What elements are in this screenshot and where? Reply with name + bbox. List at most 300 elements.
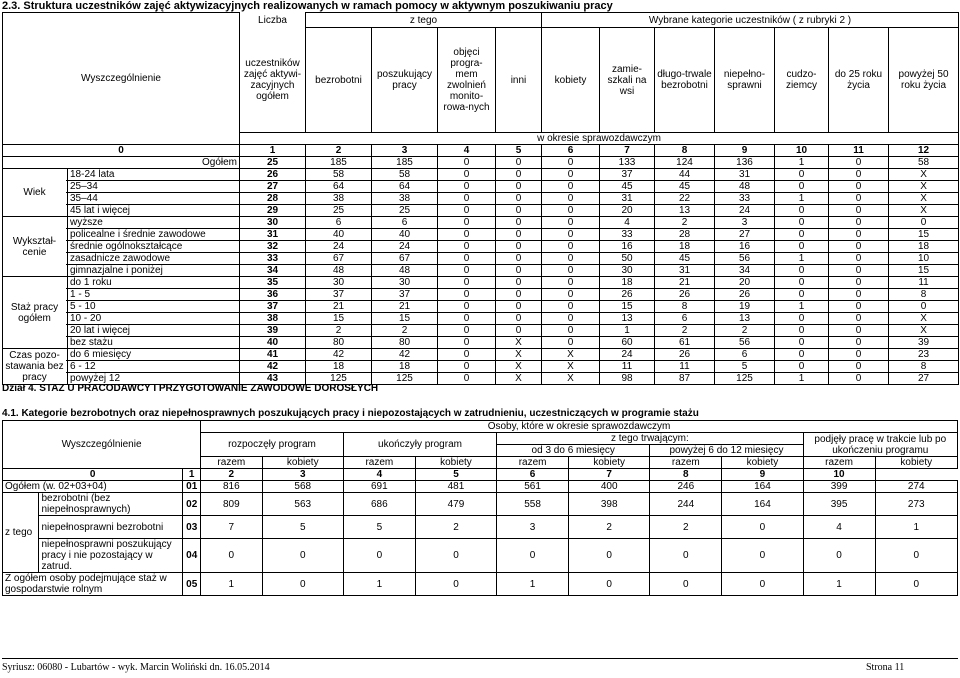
value-cell: 6 — [715, 349, 775, 361]
value-cell: 136 — [715, 157, 775, 169]
value-cell: 34 — [715, 265, 775, 277]
value-cell: 0 — [438, 157, 496, 169]
table-row — [3, 217, 959, 229]
t2-value-cell: 809 — [201, 493, 263, 516]
value-cell: 0 — [438, 277, 496, 289]
value-cell: 22 — [655, 193, 715, 205]
row-label: gimnazjalne i poniżej — [70, 265, 163, 276]
t2-row-label: bezrobotni (bez niepełnosprawnych) — [39, 493, 183, 516]
value-cell: 37 — [372, 289, 438, 301]
t2-value-cell: 0 — [201, 539, 263, 573]
value-cell: 19 — [715, 301, 775, 313]
row-number: 33 — [240, 253, 306, 265]
value-cell: 58 — [889, 157, 959, 169]
t2-header-kobiety: kobiety — [569, 457, 650, 469]
t2-value-cell: 0 — [722, 539, 803, 573]
t2-value-cell: 0 — [415, 573, 496, 596]
value-cell: 3 — [715, 217, 775, 229]
t2-value-cell: 0 — [722, 516, 803, 539]
value-cell: X — [889, 193, 959, 205]
value-cell: 0 — [775, 325, 829, 337]
value-cell: 0 — [496, 265, 542, 277]
colnum-cell: 9 — [715, 145, 775, 157]
value-cell: 1 — [600, 325, 655, 337]
value-cell: 0 — [889, 301, 959, 313]
value-cell: 0 — [829, 373, 889, 385]
t2-value-cell: 164 — [722, 481, 803, 493]
value-cell: 0 — [438, 337, 496, 349]
row-number: 25 — [240, 157, 306, 169]
value-cell: 80 — [306, 337, 372, 349]
t2-value-cell: 246 — [650, 481, 722, 493]
value-cell: 58 — [372, 169, 438, 181]
t2-value-cell: 1 — [201, 573, 263, 596]
group-label-czas: Czas pozo-stawania bez pracy — [3, 350, 66, 384]
t2-value-cell: 0 — [803, 539, 875, 573]
value-cell: 27 — [889, 373, 959, 385]
value-cell: 26 — [655, 349, 715, 361]
value-cell: 64 — [372, 181, 438, 193]
value-cell: 0 — [438, 169, 496, 181]
t2-colnum-cell: 10 — [803, 469, 875, 481]
colnum-cell: 8 — [655, 145, 715, 157]
t2-header-podjely: podjęły pracę w trakcie lub po ukończeniu programu — [803, 433, 957, 457]
value-cell: X — [889, 205, 959, 217]
value-cell: 0 — [775, 313, 829, 325]
value-cell: 30 — [600, 265, 655, 277]
value-cell: 6 — [655, 313, 715, 325]
colnum-cell: 12 — [889, 145, 959, 157]
row-label: do 1 roku — [70, 277, 112, 288]
value-cell: 18 — [889, 241, 959, 253]
value-cell: 0 — [438, 313, 496, 325]
t2-value-cell: 3 — [497, 516, 569, 539]
t2-value-cell: 2 — [415, 516, 496, 539]
value-cell: 1 — [775, 301, 829, 313]
value-cell: 0 — [438, 217, 496, 229]
value-cell: 0 — [542, 241, 600, 253]
value-cell: 15 — [889, 265, 959, 277]
t2-row-number: 05 — [183, 573, 201, 596]
value-cell: 0 — [438, 241, 496, 253]
footer-left: Syriusz: 06080 - Lubartów - wyk. Marcin Woliński dn. 16.05.2014 — [2, 662, 270, 673]
colnum-cell: 7 — [600, 145, 655, 157]
value-cell: 0 — [496, 241, 542, 253]
colnum-cell: 4 — [438, 145, 496, 157]
value-cell: 125 — [715, 373, 775, 385]
value-cell: 0 — [829, 301, 889, 313]
t2-colnum-cell: 3 — [262, 469, 343, 481]
value-cell: 33 — [715, 193, 775, 205]
value-cell: 0 — [829, 205, 889, 217]
value-cell: 0 — [775, 229, 829, 241]
value-cell: 0 — [829, 193, 889, 205]
value-cell: 0 — [542, 205, 600, 217]
value-cell: 0 — [829, 265, 889, 277]
table-row — [3, 301, 959, 313]
value-cell: 0 — [775, 337, 829, 349]
value-cell: 87 — [655, 373, 715, 385]
value-cell: 24 — [715, 205, 775, 217]
t2-header-rozpoczely: rozpoczęły program — [201, 433, 344, 457]
value-cell: 0 — [829, 289, 889, 301]
value-cell: 0 — [542, 229, 600, 241]
colnum-cell: 2 — [306, 145, 372, 157]
row-label: 25–34 — [70, 181, 98, 192]
t2-value-cell: 274 — [875, 481, 957, 493]
row-number: 40 — [240, 337, 306, 349]
value-cell: 48 — [715, 181, 775, 193]
t2-table-row — [3, 493, 958, 516]
t2-value-cell: 816 — [201, 481, 263, 493]
value-cell: 0 — [542, 301, 600, 313]
value-cell: 21 — [306, 301, 372, 313]
t2-header-osoby: Osoby, które w okresie sprawozdawczym — [201, 421, 958, 433]
row-number: 31 — [240, 229, 306, 241]
value-cell: 48 — [372, 265, 438, 277]
header-cudzoziemcy: cudzo-ziemcy — [775, 28, 829, 133]
value-cell: 0 — [496, 277, 542, 289]
value-cell: 0 — [438, 265, 496, 277]
value-cell: 37 — [306, 289, 372, 301]
t2-value-cell: 558 — [497, 493, 569, 516]
header-poszukujacy: poszukujący pracy — [372, 28, 438, 133]
t2-colnum-cell: 0 — [3, 469, 183, 481]
header-z-tego: z tego — [306, 13, 542, 28]
colnum-cell: 6 — [542, 145, 600, 157]
value-cell: 0 — [438, 229, 496, 241]
row-number: 29 — [240, 205, 306, 217]
value-cell: 0 — [829, 229, 889, 241]
t2-group-z-tego: z tego — [3, 493, 39, 573]
row-label: policealne i średnie zawodowe — [70, 229, 206, 240]
value-cell: 0 — [542, 181, 600, 193]
value-cell: 1 — [775, 373, 829, 385]
value-cell: 0 — [829, 337, 889, 349]
value-cell: 2 — [655, 217, 715, 229]
value-cell: 0 — [542, 253, 600, 265]
t2-table-row — [3, 573, 958, 596]
t2-colnum-cell: 7 — [569, 469, 650, 481]
t2-value-cell: 0 — [497, 539, 569, 573]
t2-header-ukonczyly: ukończyły program — [343, 433, 496, 457]
value-cell: 24 — [600, 349, 655, 361]
value-cell: 0 — [542, 289, 600, 301]
table-row — [3, 325, 959, 337]
colnum-cell: 1 — [240, 145, 306, 157]
t2-value-cell: 1 — [803, 573, 875, 596]
value-cell: 10 — [889, 253, 959, 265]
t2-colnum-cell: 1 — [183, 469, 201, 481]
t2-row-number: 03 — [183, 516, 201, 539]
t2-header-pow6: powyżej 6 do 12 miesięcy — [669, 445, 784, 456]
value-cell: 56 — [715, 337, 775, 349]
t2-value-cell: 0 — [343, 539, 415, 573]
table-row — [3, 241, 959, 253]
value-cell: 5 — [715, 361, 775, 373]
t2-value-cell: 0 — [875, 539, 957, 573]
value-cell: 0 — [496, 157, 542, 169]
t2-value-cell: 568 — [262, 481, 343, 493]
value-cell: 0 — [438, 373, 496, 385]
row-number: 28 — [240, 193, 306, 205]
t2-value-cell: 400 — [569, 481, 650, 493]
value-cell: 33 — [600, 229, 655, 241]
t2-value-cell: 0 — [262, 573, 343, 596]
header-dlugotrwale: długo-trwale bezrobotni — [655, 28, 715, 133]
value-cell: X — [542, 373, 600, 385]
value-cell: 27 — [715, 229, 775, 241]
t2-value-cell: 0 — [722, 573, 803, 596]
value-cell: 48 — [306, 265, 372, 277]
footer-divider — [2, 658, 958, 659]
internship-table — [2, 420, 958, 596]
value-cell: 0 — [496, 193, 542, 205]
colnum-cell: 10 — [775, 145, 829, 157]
value-cell: 1 — [775, 253, 829, 265]
row-number: 35 — [240, 277, 306, 289]
t2-header-razem: razem — [803, 457, 875, 469]
value-cell: 0 — [775, 265, 829, 277]
value-cell: 39 — [889, 337, 959, 349]
t2-row-label: Ogółem (w. 02+03+04) — [3, 481, 183, 493]
value-cell: 0 — [496, 217, 542, 229]
value-cell: 0 — [496, 253, 542, 265]
value-cell: 11 — [655, 361, 715, 373]
value-cell: 0 — [829, 277, 889, 289]
value-cell: 44 — [655, 169, 715, 181]
header-objeci: objęci progra-mem zwolnień monito-rowa-nych — [438, 28, 496, 133]
value-cell: 0 — [542, 313, 600, 325]
row-number: 30 — [240, 217, 306, 229]
value-cell: 80 — [372, 337, 438, 349]
t2-row-label: Z ogółem osoby podejmujące staż w gospodarstwie rolnym — [3, 573, 183, 596]
row-label: do 6 miesięcy — [70, 349, 132, 360]
t2-colnum-cell: 8 — [650, 469, 722, 481]
header-wyszczegolnienie: Wyszczególnienie — [3, 13, 240, 145]
row-number: 42 — [240, 361, 306, 373]
t2-value-cell: 0 — [650, 539, 722, 573]
value-cell: 0 — [542, 193, 600, 205]
participants-structure-table — [2, 12, 959, 385]
value-cell: 125 — [306, 373, 372, 385]
value-cell: 40 — [372, 229, 438, 241]
value-cell: X — [542, 349, 600, 361]
t2-header-razem: razem — [650, 457, 722, 469]
colnum-cell: 0 — [3, 145, 240, 157]
value-cell: 0 — [438, 181, 496, 193]
value-cell: 40 — [306, 229, 372, 241]
t2-header-razem: razem — [497, 457, 569, 469]
table-row — [3, 277, 959, 289]
t2-value-cell: 5 — [343, 516, 415, 539]
value-cell: 6 — [306, 217, 372, 229]
t2-value-cell: 273 — [875, 493, 957, 516]
t2-value-cell: 686 — [343, 493, 415, 516]
row-label: wyższe — [70, 217, 103, 228]
value-cell: X — [542, 361, 600, 373]
value-cell: X — [496, 361, 542, 373]
value-cell: 125 — [372, 373, 438, 385]
header-wybrane-kategorie: Wybrane kategorie uczestników ( z rubryki 2 ) — [542, 13, 959, 28]
value-cell: 0 — [438, 289, 496, 301]
row-label: 1 - 5 — [70, 289, 91, 300]
value-cell: 0 — [496, 289, 542, 301]
row-label: zasadnicze zawodowe — [70, 253, 171, 264]
value-cell: 38 — [306, 193, 372, 205]
value-cell: 0 — [775, 361, 829, 373]
value-cell: 0 — [775, 289, 829, 301]
row-number: 34 — [240, 265, 306, 277]
row-label: 18-24 lata — [70, 169, 115, 180]
value-cell: 0 — [496, 181, 542, 193]
colnum-cell: 11 — [829, 145, 889, 157]
page-title: 2.3. Struktura uczestników zajęć aktywizacyjnych realizowanych w ramach pomocy w aktywnym poszukiwaniu pracy — [2, 0, 613, 12]
header-kobiety: kobiety — [542, 28, 600, 133]
value-cell: 26 — [600, 289, 655, 301]
header-powyzej-50: powyżej 50 roku życia — [889, 28, 959, 133]
t2-header-kobiety: kobiety — [262, 457, 343, 469]
value-cell: 0 — [829, 181, 889, 193]
value-cell: 21 — [372, 301, 438, 313]
value-cell: 0 — [829, 241, 889, 253]
row-number: 26 — [240, 169, 306, 181]
value-cell: 0 — [829, 169, 889, 181]
row-label: 10 - 20 — [70, 313, 102, 324]
t2-row-label: niepełnosprawni bezrobotni — [39, 516, 183, 539]
row-label: bez stażu — [70, 337, 113, 348]
value-cell: 185 — [372, 157, 438, 169]
value-cell: 45 — [600, 181, 655, 193]
table-row — [3, 193, 959, 205]
value-cell: 124 — [655, 157, 715, 169]
table-row — [3, 229, 959, 241]
table-row — [3, 337, 959, 349]
row-label: 35–44 — [70, 193, 98, 204]
table-row — [3, 265, 959, 277]
value-cell: 18 — [372, 361, 438, 373]
t2-header-z-tego: z tego trwającym: — [497, 433, 802, 445]
value-cell: 6 — [372, 217, 438, 229]
value-cell: 8 — [655, 301, 715, 313]
value-cell: 13 — [655, 205, 715, 217]
value-cell: 2 — [655, 325, 715, 337]
t2-header-kobiety: kobiety — [875, 457, 957, 469]
value-cell: 2 — [372, 325, 438, 337]
value-cell: 133 — [600, 157, 655, 169]
value-cell: 38 — [372, 193, 438, 205]
t2-row-label: niepełnosprawni poszukujący pracy i nie pozostający w zatrud. — [39, 539, 183, 573]
group-label-wyksztalcenie: Wykształ-cenie — [3, 218, 66, 276]
value-cell: 42 — [306, 349, 372, 361]
value-cell: 0 — [829, 349, 889, 361]
t2-colnum-cell: 9 — [722, 469, 803, 481]
header-bezrobotni: bezrobotni — [306, 28, 372, 133]
value-cell: 42 — [372, 349, 438, 361]
t2-value-cell: 2 — [650, 516, 722, 539]
row-label: 45 lat i więcej — [70, 205, 131, 216]
row-number: 41 — [240, 349, 306, 361]
t2-value-cell: 0 — [569, 573, 650, 596]
value-cell: 0 — [542, 325, 600, 337]
section-4-title: Dział 4. STAŻ U PRACODAWCY I PRZYGOTOWANIE ZAWODOWE DOROSŁYCH — [2, 383, 379, 394]
t2-table-row — [3, 539, 958, 573]
t2-value-cell: 5 — [262, 516, 343, 539]
row-number: 38 — [240, 313, 306, 325]
t2-value-cell: 244 — [650, 493, 722, 516]
value-cell: 0 — [829, 313, 889, 325]
value-cell: 16 — [600, 241, 655, 253]
header-w-okresie: w okresie sprawozdawczym — [240, 133, 959, 145]
value-cell: 16 — [715, 241, 775, 253]
value-cell: 2 — [715, 325, 775, 337]
row-label: Ogółem — [201, 157, 237, 168]
t2-value-cell: 481 — [415, 481, 496, 493]
t2-colnum-cell: 5 — [415, 469, 496, 481]
value-cell: 0 — [829, 325, 889, 337]
value-cell: 0 — [829, 157, 889, 169]
t2-header-kobiety: kobiety — [722, 457, 803, 469]
value-cell: 0 — [438, 325, 496, 337]
value-cell: 67 — [306, 253, 372, 265]
value-cell: 0 — [775, 181, 829, 193]
value-cell: 1 — [775, 157, 829, 169]
value-cell: 0 — [542, 337, 600, 349]
row-number: 36 — [240, 289, 306, 301]
row-label-cell — [3, 157, 240, 169]
value-cell: 37 — [600, 169, 655, 181]
value-cell: 0 — [775, 205, 829, 217]
table-row — [3, 289, 959, 301]
t2-header-razem: razem — [201, 457, 263, 469]
value-cell: 21 — [655, 277, 715, 289]
value-cell: 45 — [655, 253, 715, 265]
value-cell: 13 — [715, 313, 775, 325]
value-cell: 45 — [655, 181, 715, 193]
value-cell: 20 — [600, 205, 655, 217]
row-number: 39 — [240, 325, 306, 337]
value-cell: 15 — [889, 229, 959, 241]
value-cell: 0 — [496, 169, 542, 181]
group-label-staz: Staż pracy ogółem — [3, 278, 66, 348]
row-label: 5 - 10 — [70, 301, 96, 312]
value-cell: 0 — [829, 217, 889, 229]
group-label-wiek: Wiek — [3, 170, 66, 216]
value-cell: 31 — [600, 193, 655, 205]
value-cell: 25 — [306, 205, 372, 217]
value-cell: 0 — [542, 157, 600, 169]
table-row — [3, 205, 959, 217]
t2-value-cell: 1 — [497, 573, 569, 596]
value-cell: 0 — [542, 265, 600, 277]
t2-value-cell: 2 — [569, 516, 650, 539]
t2-value-cell: 691 — [343, 481, 415, 493]
table-row — [3, 313, 959, 325]
table-row — [3, 349, 959, 361]
t2-colnum-cell: 6 — [497, 469, 569, 481]
t2-colnum-cell: 4 — [343, 469, 415, 481]
value-cell: X — [496, 337, 542, 349]
t2-value-cell: 1 — [875, 516, 957, 539]
row-number: 43 — [240, 373, 306, 385]
value-cell: 15 — [600, 301, 655, 313]
value-cell: 64 — [306, 181, 372, 193]
value-cell: 0 — [775, 217, 829, 229]
value-cell: 0 — [829, 361, 889, 373]
row-label: powyżej 12 — [70, 373, 121, 384]
table-row — [3, 157, 959, 169]
t2-value-cell: 0 — [875, 573, 957, 596]
